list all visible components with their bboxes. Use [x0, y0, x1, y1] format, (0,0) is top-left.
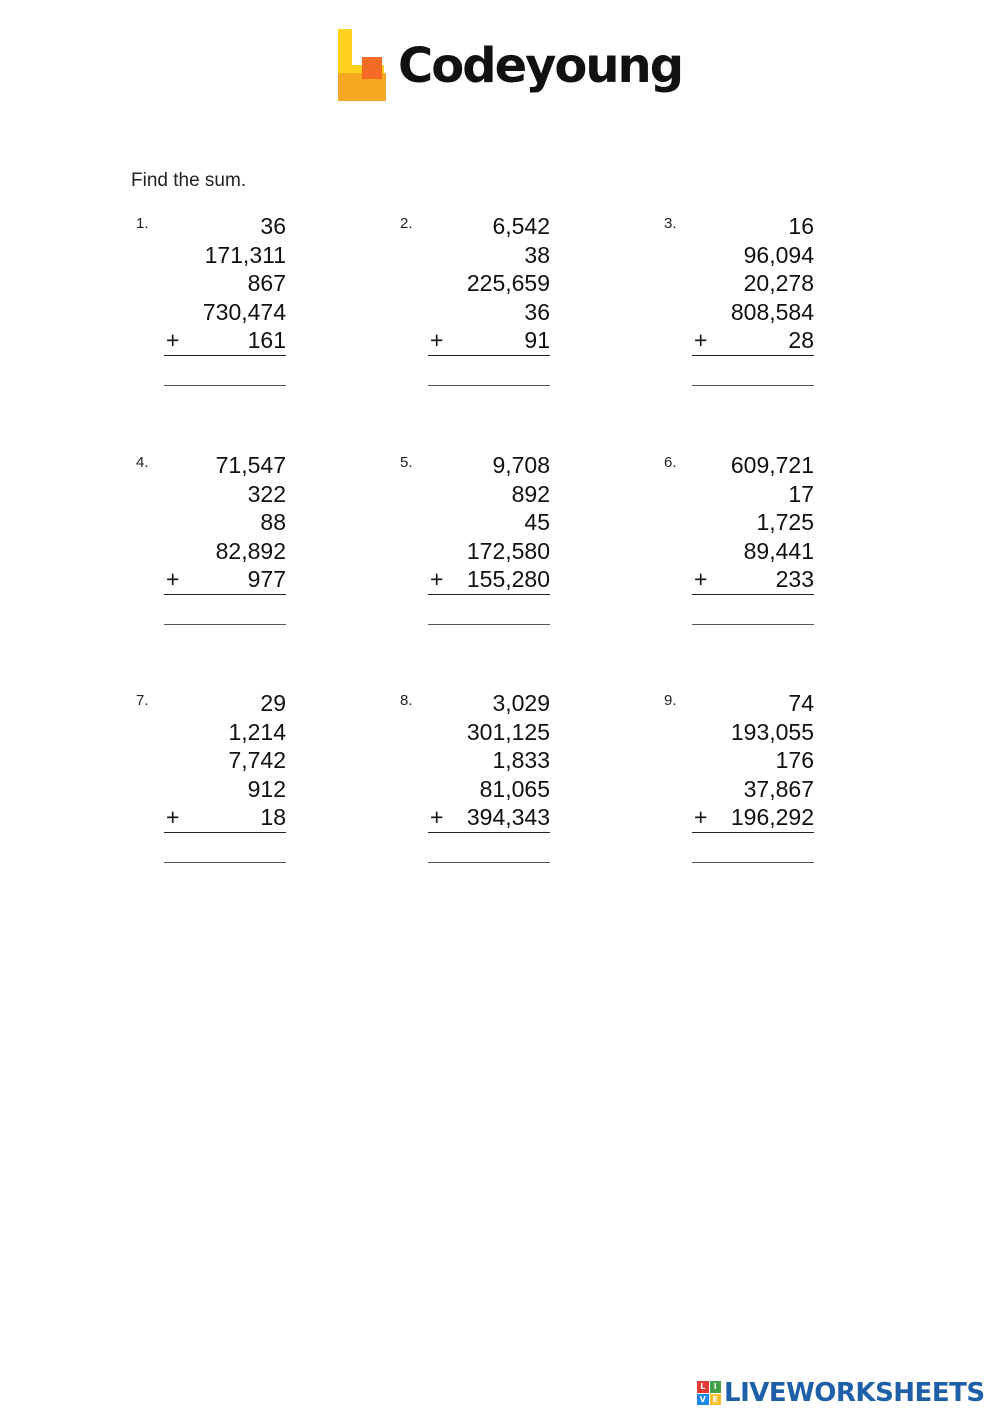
addend: 81,065	[479, 775, 550, 802]
problem-number: 6.	[664, 454, 677, 471]
addend: 808,584	[730, 298, 814, 325]
problem-9	[664, 692, 854, 882]
sum-rule-line	[692, 355, 814, 356]
logo-mark-red-block	[362, 57, 382, 79]
answer-blank[interactable]	[692, 385, 814, 386]
addend: 172,580	[466, 537, 550, 564]
addend: 28	[788, 327, 814, 353]
addend: 394,343	[466, 804, 550, 830]
addend: 20,278	[743, 270, 814, 296]
badge-letter-v: V	[697, 1394, 709, 1406]
addend: 7,742	[228, 747, 286, 773]
answer-blank[interactable]	[164, 862, 286, 863]
codeyoung-logo	[330, 26, 682, 106]
plus-sign: +	[166, 327, 180, 353]
answer-blank[interactable]	[428, 862, 550, 863]
plus-sign: +	[166, 804, 180, 830]
problem-number: 3.	[664, 215, 677, 232]
addend: 176	[775, 747, 814, 773]
addend: 322	[247, 480, 286, 507]
addend: 17	[788, 480, 814, 507]
answer-blank[interactable]	[164, 385, 286, 386]
problem-4	[136, 454, 326, 644]
problem-5	[400, 454, 590, 644]
instructions-text: Find the sum.	[131, 170, 247, 191]
problem-7	[136, 692, 326, 882]
sum-rule-line	[164, 355, 286, 356]
addend: 37,867	[743, 775, 814, 802]
addend: 1,833	[492, 747, 550, 773]
problem-number: 8.	[400, 692, 413, 709]
badge-letter-i: I	[710, 1381, 722, 1393]
badge-letter-e: E	[710, 1394, 722, 1406]
addend: 193,055	[730, 718, 814, 745]
addend: 730,474	[202, 298, 286, 325]
addend: 36	[260, 213, 286, 239]
addend: 155,280	[466, 566, 550, 592]
answer-blank[interactable]	[164, 624, 286, 625]
liveworksheets-wordmark: LIVEWORKSHEETS	[724, 1378, 985, 1408]
addend: 1,214	[228, 718, 286, 745]
addend: 196,292	[730, 804, 814, 830]
addend: 88	[260, 509, 286, 535]
badge-letter-l: L	[697, 1381, 709, 1393]
addend: 233	[775, 566, 814, 592]
addend: 977	[247, 566, 286, 592]
problem-6	[664, 454, 854, 644]
problem-number: 5.	[400, 454, 413, 471]
problem-number: 1.	[136, 215, 149, 232]
brand-name: Codeyoung	[398, 38, 683, 94]
addend: 609,721	[730, 452, 814, 478]
sum-rule-line	[428, 355, 550, 356]
addend: 16	[788, 213, 814, 239]
addend: 867	[247, 270, 286, 296]
problem-8	[400, 692, 590, 882]
addend: 161	[247, 327, 286, 353]
addend: 38	[524, 241, 550, 268]
plus-sign: +	[694, 327, 708, 353]
plus-sign: +	[694, 804, 708, 830]
addend: 9,708	[492, 452, 550, 478]
addend: 18	[260, 804, 286, 830]
problem-number: 4.	[136, 454, 149, 471]
addend: 45	[524, 509, 550, 535]
plus-sign: +	[430, 566, 444, 592]
sum-rule-line	[428, 832, 550, 833]
answer-blank[interactable]	[692, 624, 814, 625]
problem-2	[400, 215, 590, 405]
plus-sign: +	[430, 804, 444, 830]
addend: 301,125	[466, 718, 550, 745]
problem-number: 2.	[400, 215, 413, 232]
sum-rule-line	[692, 832, 814, 833]
liveworksheets-brand	[697, 1378, 985, 1408]
problem-3	[664, 215, 854, 405]
problem-1	[136, 215, 326, 405]
liveworksheets-badge-icon	[697, 1381, 721, 1405]
problem-number: 9.	[664, 692, 677, 709]
addend: 171,311	[204, 241, 286, 268]
addend: 96,094	[743, 241, 814, 268]
sum-rule-line	[164, 594, 286, 595]
addend: 6,542	[492, 213, 550, 239]
addend: 29	[260, 690, 286, 716]
answer-blank[interactable]	[428, 624, 550, 625]
addend: 912	[247, 775, 286, 802]
problem-number: 7.	[136, 692, 149, 709]
plus-sign: +	[694, 566, 708, 592]
addend: 74	[788, 690, 814, 716]
addend: 892	[511, 480, 550, 507]
addend: 71,547	[215, 452, 286, 478]
addend: 1,725	[756, 509, 814, 535]
addend: 225,659	[466, 270, 550, 296]
answer-blank[interactable]	[692, 862, 814, 863]
addend: 91	[524, 327, 550, 353]
addend: 3,029	[492, 690, 550, 716]
addend: 89,441	[743, 537, 814, 564]
sum-rule-line	[428, 594, 550, 595]
answer-blank[interactable]	[428, 385, 550, 386]
plus-sign: +	[430, 327, 444, 353]
addend: 36	[524, 298, 550, 325]
addend: 82,892	[215, 537, 286, 564]
sum-rule-line	[164, 832, 286, 833]
plus-sign: +	[166, 566, 180, 592]
sum-rule-line	[692, 594, 814, 595]
codeyoung-logo-mark-icon	[330, 29, 388, 103]
